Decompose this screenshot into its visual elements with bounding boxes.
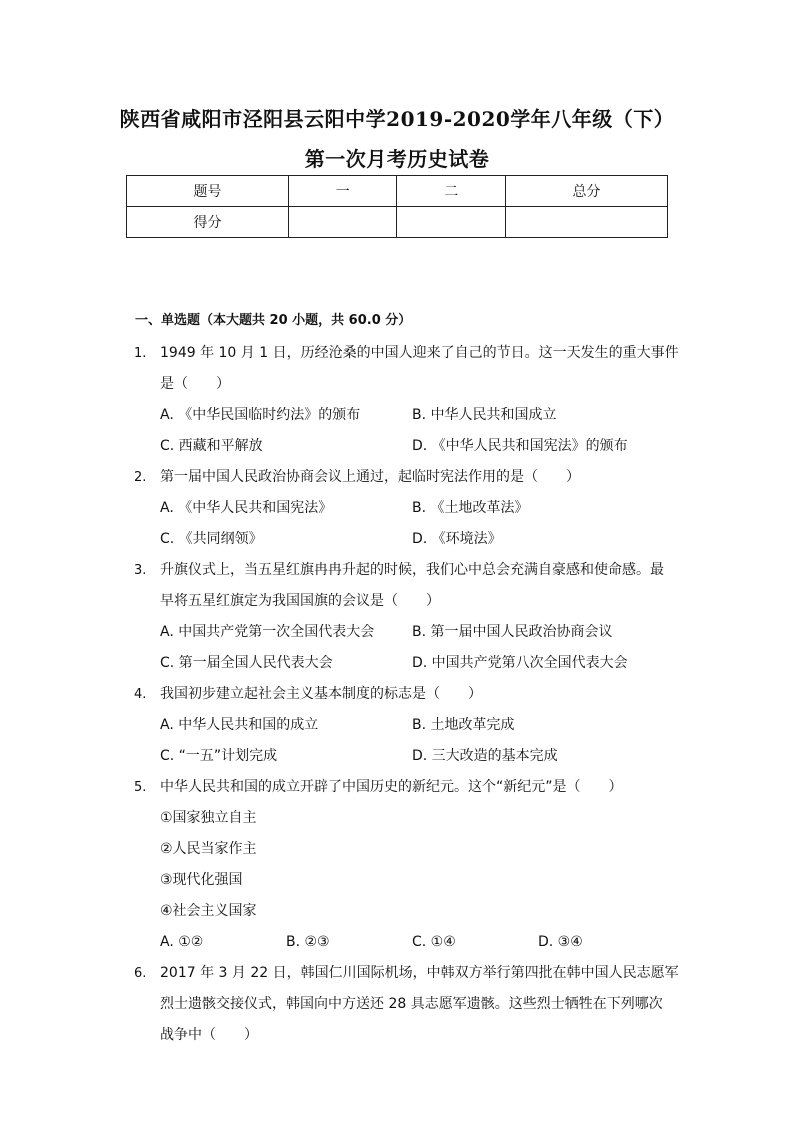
question-text: 中华人民共和国的成立开辟了中国历史的新纪元。这个“新纪元”是（ ）	[160, 779, 623, 795]
score-cell-empty[interactable]	[505, 207, 667, 238]
option[interactable]: D. ③④	[538, 934, 583, 950]
question-text: 烈士遗骸交接仪式，韩国向中方送还 28 具志愿军遗骸。这些烈士牺牲在下列哪次	[160, 996, 663, 1012]
question-text: 第一届中国人民政治协商会议上通过，起临时宪法作用的是（ ）	[160, 469, 580, 485]
statement-item: ④社会主义国家	[160, 903, 257, 919]
question-text: 战争中（ ）	[160, 1027, 258, 1043]
option[interactable]: D. 《环境法》	[412, 531, 502, 547]
option[interactable]: C. 西藏和平解放	[160, 438, 263, 454]
option[interactable]: D. 《中华人民共和国宪法》的颁布	[412, 438, 628, 454]
option[interactable]: C. ①④	[412, 934, 456, 950]
option[interactable]: A. 《中华民国临时约法》的颁布	[160, 407, 361, 423]
score-header-cell: 二	[397, 176, 505, 207]
score-table-header-row	[127, 176, 668, 207]
question	[134, 338, 679, 462]
option[interactable]: A. 中华人民共和国的成立	[160, 717, 319, 733]
question-text: 早将五星红旗定为我国国旗的会议是（ ）	[160, 593, 440, 609]
option[interactable]: D. 中国共产党第八次全国代表大会	[412, 655, 628, 671]
score-header-cell: 总分	[505, 176, 667, 207]
question-number: 2.	[134, 470, 147, 485]
question-number: 3.	[134, 563, 147, 578]
question-number: 1.	[134, 346, 147, 361]
score-cell-empty[interactable]	[397, 207, 505, 238]
question-number: 4.	[134, 687, 147, 702]
question	[134, 958, 679, 1051]
question-number: 6.	[134, 966, 147, 981]
option[interactable]: A. 中国共产党第一次全国代表大会	[160, 624, 375, 640]
statement-item: ①国家独立自主	[160, 810, 257, 826]
score-cell-empty[interactable]	[289, 207, 397, 238]
option[interactable]: D. 三大改造的基本完成	[412, 748, 558, 764]
statement-item: ②人民当家作主	[160, 841, 257, 857]
option[interactable]: C. 第一届全国人民代表大会	[160, 655, 333, 671]
question-text: 升旗仪式上，当五星红旗冉冉升起的时候，我们心中总会充满自豪感和使命感。最	[160, 562, 664, 578]
option[interactable]: A. 《中华人民共和国宪法》	[160, 500, 333, 516]
option[interactable]: A. ①②	[160, 934, 204, 950]
section-heading: 一、单选题（本大题共 20 小题，共 60.0 分）	[135, 313, 412, 328]
question-text: 是（ ）	[160, 376, 230, 392]
score-table	[126, 175, 668, 238]
option[interactable]: B. ②③	[286, 934, 330, 950]
exam-title-line1: 陕西省咸阳市泾阳县云阳中学2019-2020学年八年级（下）	[119, 107, 675, 131]
option[interactable]: B. 中华人民共和国成立	[412, 407, 557, 423]
question-list	[134, 338, 679, 1051]
option[interactable]: B. 《土地改革法》	[412, 500, 529, 516]
option[interactable]: B. 土地改革完成	[412, 717, 515, 733]
option[interactable]: B. 第一届中国人民政治协商会议	[412, 624, 613, 640]
question	[134, 462, 674, 555]
option[interactable]: C. 《共同纲领》	[160, 531, 263, 547]
statement-item: ③现代化强国	[160, 872, 243, 888]
score-header-cell: 一	[289, 176, 397, 207]
question	[134, 679, 674, 772]
question-number: 5.	[134, 780, 147, 795]
question	[134, 772, 674, 958]
question-text: 2017 年 3 月 22 日，韩国仁川国际机场，中韩双方举行第四批在韩中国人民志愿军	[160, 965, 679, 981]
question	[134, 555, 674, 679]
question-text: 我国初步建立起社会主义基本制度的标志是（ ）	[160, 686, 482, 702]
score-row-label: 得分	[127, 207, 289, 238]
score-header-cell: 题号	[127, 176, 289, 207]
exam-title-line2: 第一次月考历史试卷	[304, 147, 490, 171]
score-table-score-row	[127, 207, 668, 238]
option[interactable]: C. “一五”计划完成	[160, 748, 278, 764]
question-text: 1949 年 10 月 1 日，历经沧桑的中国人迎来了自己的节日。这一天发生的重大事件	[160, 345, 679, 361]
